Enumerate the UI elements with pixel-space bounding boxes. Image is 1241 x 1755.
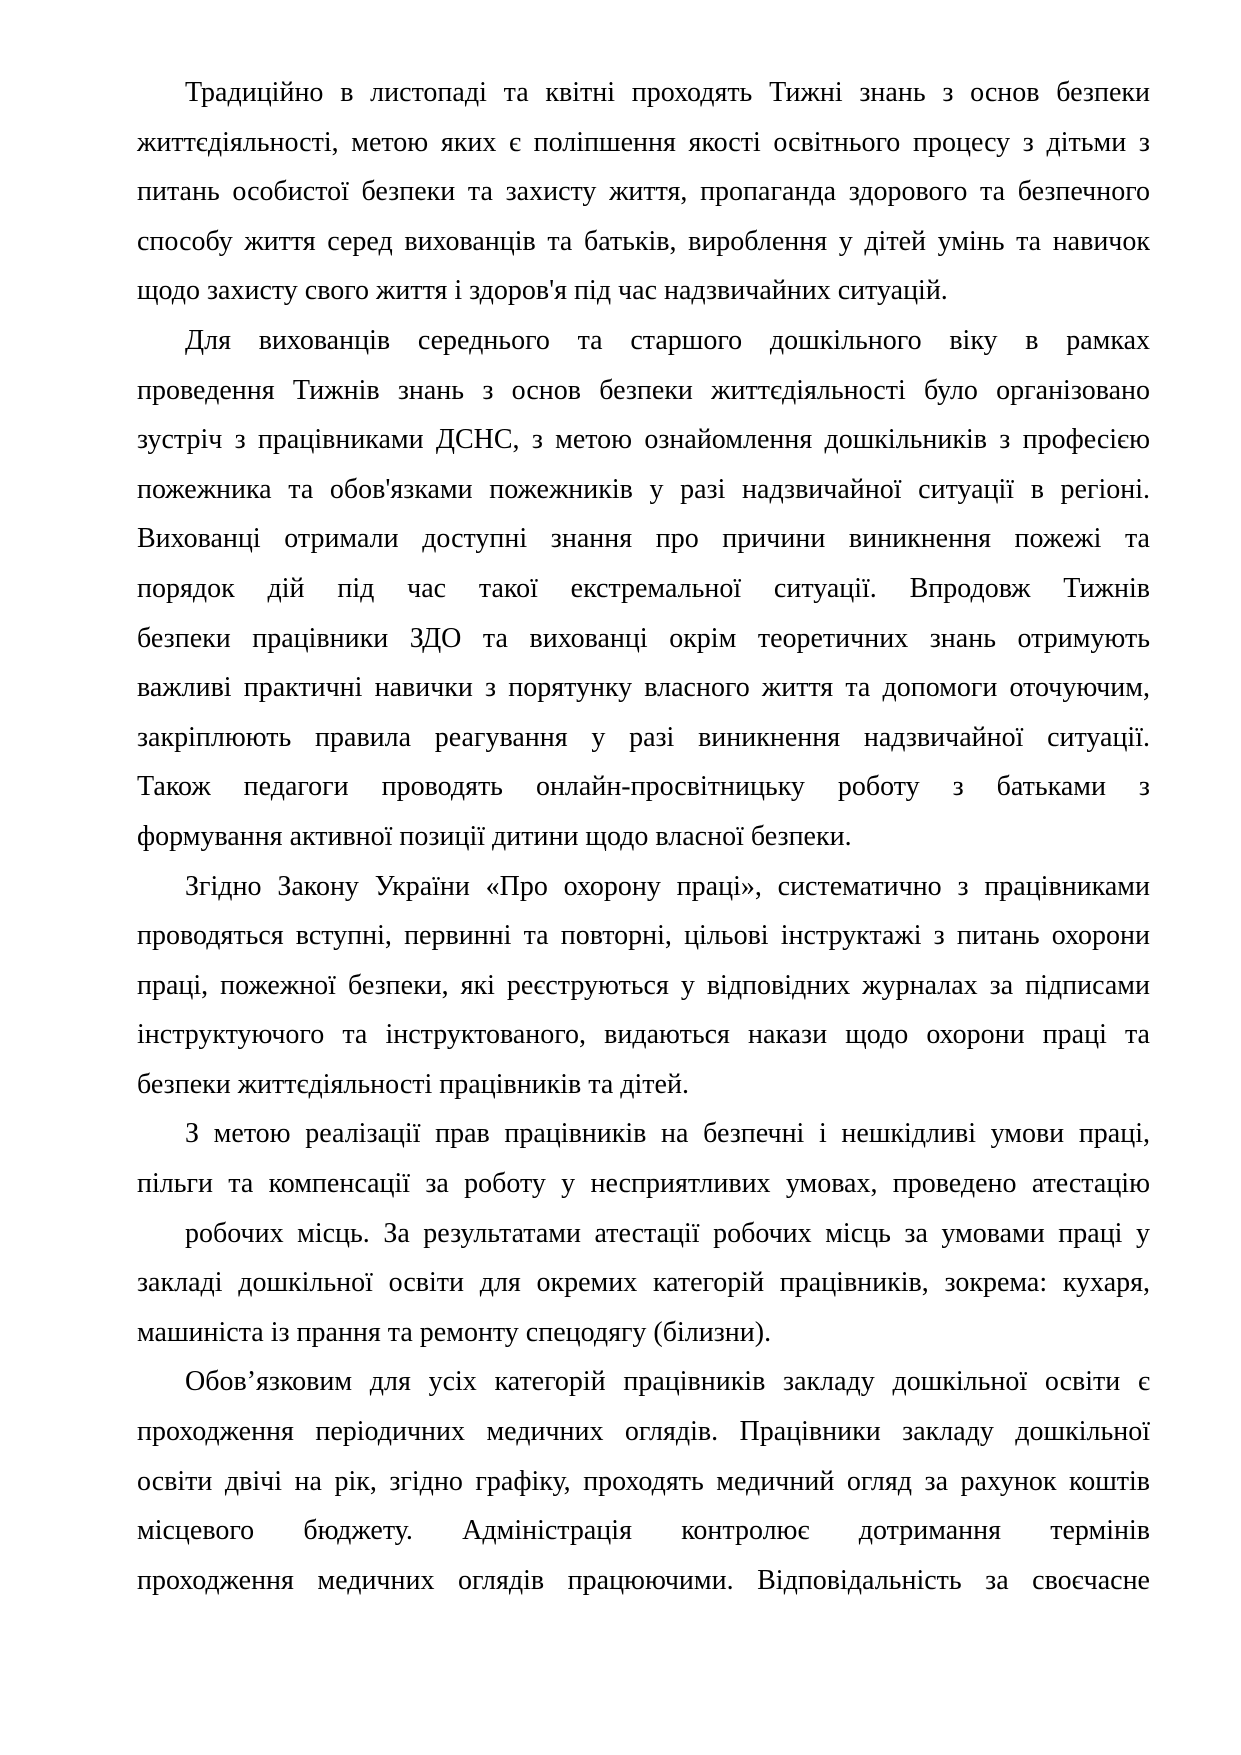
text-line: Також педагоги проводять онлайн-просвітницьку роботу з батьками з — [137, 771, 1150, 803]
text-line: Обов’язковим для усіх категорій працівників закладу дошкільної освіти є — [185, 1366, 1150, 1398]
paragraph — [137, 316, 1150, 862]
document-text-block — [137, 68, 1150, 1605]
text-line: безпеки життєдіяльності працівників та дітей. — [137, 1068, 689, 1100]
text-line: порядок дій під час такої екстремальної ситуації. Впродовж Тижнів — [137, 572, 1150, 604]
paragraph — [137, 862, 1150, 1110]
text-line: щодо захисту свого життя і здоров'я під час надзвичайних ситуацій. — [137, 275, 948, 307]
text-line: Для вихованців середнього та старшого дошкільного віку в рамках — [185, 324, 1150, 356]
text-line: проведення Тижнів знань з основ безпеки життєдіяльності було організовано — [137, 374, 1150, 406]
text-line: інструктуючого та інструктованого, видаються накази щодо охорони праці та — [137, 1019, 1150, 1051]
text-line: способу життя серед вихованців та батьків, вироблення у дітей умінь та навичок — [137, 225, 1150, 257]
text-line: З метою реалізації прав працівників на безпечні і нешкідливі умови праці, — [185, 1118, 1150, 1150]
text-line: проводяться вступні, первинні та повторні, цільові інструктажі з питань охорони — [137, 920, 1150, 952]
text-line: пожежника та обов'язками пожежників у разі надзвичайної ситуації в регіоні. — [137, 473, 1150, 505]
paragraph — [137, 1357, 1150, 1605]
paragraph — [137, 68, 1150, 316]
text-line: проходження медичних оглядів працюючими. Відповідальність за своєчасне — [137, 1564, 1150, 1596]
paragraph — [137, 1109, 1150, 1357]
text-line: робочих місць. За результатами атестації робочих місць за умовами праці у — [185, 1217, 1150, 1249]
text-line: праці, пожежної безпеки, які реєструються у відповідних журналах за підписами — [137, 969, 1150, 1001]
text-line: проходження періодичних медичних оглядів. Працівники закладу дошкільної — [137, 1416, 1150, 1448]
text-line: машиніста із прання та ремонту спецодягу (білизни). — [137, 1316, 772, 1348]
text-line: освіти двічі на рік, згідно графіку, проходять медичний огляд за рахунок коштів — [137, 1465, 1150, 1497]
text-line: зустріч з працівниками ДСНС, з метою ознайомлення дошкільників з професією — [137, 424, 1150, 456]
text-line: закріплюють правила реагування у разі виникнення надзвичайної ситуації. — [137, 721, 1150, 753]
text-line: безпеки працівники ЗДО та вихованці окрім теоретичних знань отримують — [137, 622, 1150, 654]
text-line: Вихованці отримали доступні знання про причини виникнення пожежі та — [137, 523, 1150, 555]
text-line: питань особистої безпеки та захисту життя, пропаганда здорового та безпечного — [137, 176, 1150, 208]
text-line: закладі дошкільної освіти для окремих категорій працівників, зокрема: кухаря, — [137, 1267, 1150, 1299]
text-line: формування активної позиції дитини щодо власної безпеки. — [137, 820, 852, 852]
text-line: пільги та компенсації за роботу у несприятливих умовах, проведено атестацію — [137, 1168, 1150, 1200]
text-line: життєдіяльності, метою яких є поліпшення якості освітнього процесу з дітьми з — [137, 126, 1150, 158]
text-line: важливі практичні навички з порятунку власного життя та допомоги оточуючим, — [137, 672, 1150, 704]
text-line: Традиційно в листопаді та квітні проходять Тижні знань з основ безпеки — [185, 77, 1150, 108]
text-line: місцевого бюджету. Адміністрація контролює дотримання термінів — [137, 1515, 1150, 1547]
text-line: Згідно Закону України «Про охорону праці», систематично з працівниками — [185, 870, 1150, 902]
